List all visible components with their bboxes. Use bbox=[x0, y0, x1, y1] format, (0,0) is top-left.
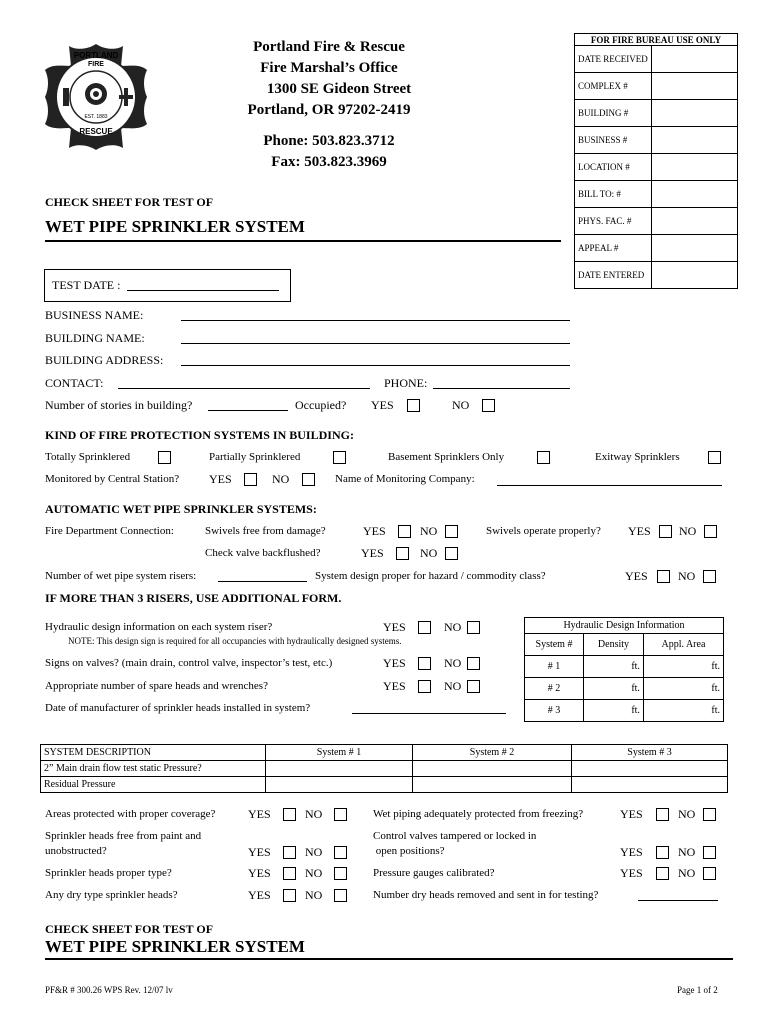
bureau-label: DATE RECEIVED bbox=[575, 46, 652, 73]
dry-type-yes-checkbox[interactable] bbox=[283, 889, 296, 902]
hyd-area[interactable]: ft. bbox=[643, 656, 723, 678]
basement-sprinklers-label: Basement Sprinklers Only bbox=[388, 451, 505, 463]
hyd-system: # 3 bbox=[525, 700, 584, 722]
risers-input[interactable] bbox=[218, 581, 307, 582]
spare-heads-yes-checkbox[interactable] bbox=[418, 680, 431, 693]
signs-valves-no-checkbox[interactable] bbox=[467, 657, 480, 670]
street-address: 1300 SE Gideon Street bbox=[266, 81, 412, 97]
no-label: NO bbox=[444, 656, 462, 670]
manufacture-date-label: Date of manufacturer of sprinkler heads installed in system? bbox=[45, 702, 311, 714]
hyd-system: # 2 bbox=[525, 678, 584, 700]
swivels-free-yes-checkbox[interactable] bbox=[398, 525, 411, 538]
totally-sprinklered-checkbox[interactable] bbox=[158, 451, 171, 464]
proper-type-label: Sprinkler heads proper type? bbox=[45, 867, 172, 879]
control-valves-label: Control valves tampered or locked in bbox=[373, 830, 537, 842]
sys-cell[interactable] bbox=[572, 761, 728, 777]
heads-free-yes-checkbox[interactable] bbox=[283, 846, 296, 859]
business-name-label: BUSINESS NAME: bbox=[45, 308, 144, 322]
stories-label: Number of stories in building? bbox=[45, 398, 193, 412]
yes-label: YES bbox=[209, 472, 232, 486]
check-sheet-title-bottom: CHECK SHEET FOR TEST OF bbox=[45, 922, 214, 936]
check-valve-yes-checkbox[interactable] bbox=[396, 547, 409, 560]
dry-removed-label: Number dry heads removed and sent in for testing? bbox=[373, 889, 599, 901]
yes-label: YES bbox=[361, 546, 384, 560]
yes-label: YES bbox=[371, 398, 394, 412]
system-description-table bbox=[40, 744, 728, 793]
signs-valves-yes-checkbox[interactable] bbox=[418, 657, 431, 670]
sys-header: System # 1 bbox=[266, 745, 413, 761]
spare-heads-label: Appropriate number of spare heads and wrenches? bbox=[45, 680, 268, 692]
yes-label: YES bbox=[620, 845, 643, 859]
no-label: NO bbox=[305, 866, 323, 880]
wet-piping-label: Wet piping adequately protected from freezing? bbox=[373, 808, 584, 820]
gauges-label: Pressure gauges calibrated? bbox=[373, 867, 495, 879]
no-label: NO bbox=[678, 845, 696, 859]
dry-removed-input[interactable] bbox=[638, 900, 718, 901]
risers-label: Number of wet pipe system risers: bbox=[45, 570, 197, 582]
bureau-value[interactable] bbox=[652, 262, 738, 289]
contact-label: CONTACT: bbox=[45, 376, 104, 390]
sys-row-label: 2” Main drain flow test static Pressure? bbox=[41, 761, 266, 777]
system-title-bottom: WET PIPE SPRINKLER SYSTEM bbox=[45, 937, 305, 956]
yes-label: YES bbox=[383, 679, 406, 693]
yes-label: YES bbox=[363, 524, 386, 538]
yes-label: YES bbox=[383, 620, 406, 634]
fdc-label: Fire Department Connection: bbox=[45, 525, 174, 537]
swivels-operate-no-checkbox[interactable] bbox=[704, 525, 717, 538]
office-name: Fire Marshal’s Office bbox=[260, 60, 398, 76]
no-label: NO bbox=[679, 524, 697, 538]
no-label: NO bbox=[452, 398, 470, 412]
control-valves-label-2: open positions? bbox=[373, 845, 445, 857]
hyd-header: Density bbox=[584, 634, 644, 656]
system-title: WET PIPE SPRINKLER SYSTEM bbox=[45, 217, 305, 236]
exitway-sprinklers-checkbox[interactable] bbox=[708, 451, 721, 464]
totally-sprinklered-label: Totally Sprinklered bbox=[45, 451, 131, 463]
spare-heads-no-checkbox[interactable] bbox=[467, 680, 480, 693]
occupied-no-checkbox[interactable] bbox=[482, 399, 495, 412]
partially-sprinklered-label: Partially Sprinklered bbox=[209, 451, 301, 463]
dry-type-no-checkbox[interactable] bbox=[334, 889, 347, 902]
design-proper-yes-checkbox[interactable] bbox=[657, 570, 670, 583]
gauges-yes-checkbox[interactable] bbox=[656, 867, 669, 880]
logo-top-text: PORTLAND bbox=[73, 51, 119, 60]
control-valves-yes-checkbox[interactable] bbox=[656, 846, 669, 859]
design-proper-label: System design proper for hazard / commodity class? bbox=[315, 570, 546, 582]
contact-input[interactable] bbox=[118, 388, 370, 389]
occupied-label: Occupied? bbox=[295, 398, 347, 412]
monitored-label: Monitored by Central Station? bbox=[45, 473, 180, 485]
building-address-input[interactable] bbox=[181, 365, 570, 366]
control-valves-no-checkbox[interactable] bbox=[703, 846, 716, 859]
bureau-label: BILL TO: # bbox=[575, 181, 652, 208]
swivels-operate-yes-checkbox[interactable] bbox=[659, 525, 672, 538]
yes-label: YES bbox=[628, 524, 651, 538]
sys-cell[interactable] bbox=[413, 761, 572, 777]
heads-free-label-2: unobstructed? bbox=[45, 845, 107, 857]
heads-free-label: Sprinkler heads free from paint and bbox=[45, 830, 202, 842]
hyd-area[interactable]: ft. bbox=[643, 700, 723, 722]
occupied-yes-checkbox[interactable] bbox=[407, 399, 420, 412]
hydraulic-title: Hydraulic Design Information bbox=[525, 618, 724, 634]
auto-heading: AUTOMATIC WET PIPE SPRINKLER SYSTEMS: bbox=[45, 502, 317, 516]
business-name-input[interactable] bbox=[181, 320, 570, 321]
bureau-value[interactable] bbox=[652, 127, 738, 154]
hyd-density[interactable]: ft. bbox=[584, 656, 644, 678]
hydraulic-table bbox=[524, 617, 724, 722]
sys-cell[interactable] bbox=[266, 761, 413, 777]
swivels-free-label: Swivels free from damage? bbox=[205, 525, 326, 537]
hyd-info-yes-checkbox[interactable] bbox=[418, 621, 431, 634]
bottom-rule bbox=[45, 958, 733, 960]
no-label: NO bbox=[678, 866, 696, 880]
monitor-company-input[interactable] bbox=[497, 485, 722, 486]
areas-yes-checkbox[interactable] bbox=[283, 808, 296, 821]
design-proper-no-checkbox[interactable] bbox=[703, 570, 716, 583]
building-name-input[interactable] bbox=[181, 343, 570, 344]
basement-sprinklers-checkbox[interactable] bbox=[537, 451, 550, 464]
yes-label: YES bbox=[248, 866, 271, 880]
no-label: NO bbox=[305, 888, 323, 902]
hyd-info-no-checkbox[interactable] bbox=[467, 621, 480, 634]
yes-label: YES bbox=[248, 807, 271, 821]
kind-heading: KIND OF FIRE PROTECTION SYSTEMS IN BUILDING: bbox=[45, 428, 354, 442]
building-address-label: BUILDING ADDRESS: bbox=[45, 353, 164, 367]
phone-label: PHONE: bbox=[384, 376, 428, 390]
bureau-value[interactable] bbox=[652, 208, 738, 235]
no-label: NO bbox=[420, 546, 438, 560]
form-number: PF&R # 300.26 WPS Rev. 12/07 lv bbox=[45, 985, 173, 995]
stories-input[interactable] bbox=[208, 410, 288, 411]
hyd-system: # 1 bbox=[525, 656, 584, 678]
hyd-header: Appl. Area bbox=[643, 634, 723, 656]
sys-header: System # 2 bbox=[413, 745, 572, 761]
bureau-label: BUSINESS # bbox=[575, 127, 652, 154]
bureau-label: COMPLEX # bbox=[575, 73, 652, 100]
no-label: NO bbox=[444, 620, 462, 634]
title-rule bbox=[45, 240, 561, 242]
heads-free-no-checkbox[interactable] bbox=[334, 846, 347, 859]
swivels-operate-label: Swivels operate properly? bbox=[486, 525, 601, 537]
yes-label: YES bbox=[383, 656, 406, 670]
more-risers-note: IF MORE THAN 3 RISERS, USE ADDITIONAL FORM. bbox=[45, 591, 342, 605]
areas-no-checkbox[interactable] bbox=[334, 808, 347, 821]
org-name: Portland Fire & Rescue bbox=[253, 39, 405, 55]
wet-piping-yes-checkbox[interactable] bbox=[656, 808, 669, 821]
yes-label: YES bbox=[620, 866, 643, 880]
check-sheet-title: CHECK SHEET FOR TEST OF bbox=[45, 195, 214, 209]
sys-header: SYSTEM DESCRIPTION bbox=[41, 745, 266, 761]
sys-cell[interactable] bbox=[413, 777, 572, 793]
swivels-free-no-checkbox[interactable] bbox=[445, 525, 458, 538]
bureau-label: BUILDING # bbox=[575, 100, 652, 127]
page-number: Page 1 of 2 bbox=[677, 985, 718, 995]
bureau-label: PHYS. FAC. # bbox=[575, 208, 652, 235]
sys-row-label: Residual Pressure bbox=[41, 777, 266, 793]
bureau-value[interactable] bbox=[652, 73, 738, 100]
logo-est-text: EST. 1883 bbox=[84, 114, 108, 120]
fire-rescue-logo bbox=[35, 36, 157, 158]
hyd-info-label: Hydraulic design information on each system riser? bbox=[45, 621, 273, 633]
partially-sprinklered-checkbox[interactable] bbox=[333, 451, 346, 464]
building-name-label: BUILDING NAME: bbox=[45, 331, 145, 345]
test-date-input[interactable] bbox=[127, 290, 279, 291]
city-address: Portland, OR 97202-2419 bbox=[247, 102, 411, 118]
bureau-label: DATE ENTERED bbox=[575, 262, 652, 289]
gauges-no-checkbox[interactable] bbox=[703, 867, 716, 880]
hyd-area[interactable]: ft. bbox=[643, 678, 723, 700]
areas-coverage-label: Areas protected with proper coverage? bbox=[45, 808, 216, 820]
proper-type-yes-checkbox[interactable] bbox=[283, 867, 296, 880]
wet-piping-no-checkbox[interactable] bbox=[703, 808, 716, 821]
hyd-density[interactable]: ft. bbox=[584, 678, 644, 700]
no-label: NO bbox=[444, 679, 462, 693]
no-label: NO bbox=[272, 472, 290, 486]
dry-type-label: Any dry type sprinkler heads? bbox=[45, 889, 178, 901]
bureau-label: LOCATION # bbox=[575, 154, 652, 181]
bureau-label: APPEAL # bbox=[575, 235, 652, 262]
design-sign-note: NOTE: This design sign is required for all occupancies with hydraulically designed systems. bbox=[68, 636, 402, 646]
phone-number: Phone: 503.823.3712 bbox=[263, 133, 395, 149]
logo-mid-text: FIRE bbox=[88, 61, 104, 68]
no-label: NO bbox=[678, 807, 696, 821]
signs-valves-label: Signs on valves? (main drain, control valve, inspector’s test, etc.) bbox=[45, 657, 333, 669]
bureau-value[interactable] bbox=[652, 154, 738, 181]
no-label: NO bbox=[678, 569, 696, 583]
yes-label: YES bbox=[620, 807, 643, 821]
hyd-header: System # bbox=[525, 634, 584, 656]
sys-cell[interactable] bbox=[572, 777, 728, 793]
fire-bureau-title: FOR FIRE BUREAU USE ONLY bbox=[575, 34, 738, 46]
check-valve-no-checkbox[interactable] bbox=[445, 547, 458, 560]
bureau-value[interactable] bbox=[652, 100, 738, 127]
hyd-density[interactable]: ft. bbox=[584, 700, 644, 722]
check-valve-label: Check valve backflushed? bbox=[205, 547, 321, 559]
sys-cell[interactable] bbox=[266, 777, 413, 793]
monitor-company-label: Name of Monitoring Company: bbox=[335, 473, 475, 485]
exitway-sprinklers-label: Exitway Sprinklers bbox=[595, 451, 680, 463]
no-label: NO bbox=[305, 807, 323, 821]
phone-input[interactable] bbox=[433, 388, 570, 389]
yes-label: YES bbox=[625, 569, 648, 583]
monitored-no-checkbox[interactable] bbox=[302, 473, 315, 486]
bureau-value[interactable] bbox=[652, 46, 738, 73]
test-date-label: TEST DATE : bbox=[52, 278, 121, 292]
fire-bureau-table bbox=[574, 33, 738, 289]
monitored-yes-checkbox[interactable] bbox=[244, 473, 257, 486]
sys-header: System # 3 bbox=[572, 745, 728, 761]
no-label: NO bbox=[420, 524, 438, 538]
fax-number: Fax: 503.823.3969 bbox=[271, 154, 387, 170]
bureau-value[interactable] bbox=[652, 181, 738, 208]
bureau-value[interactable] bbox=[652, 235, 738, 262]
proper-type-no-checkbox[interactable] bbox=[334, 867, 347, 880]
yes-label: YES bbox=[248, 888, 271, 902]
no-label: NO bbox=[305, 845, 323, 859]
yes-label: YES bbox=[248, 845, 271, 859]
logo-bottom-text: RESCUE bbox=[79, 127, 113, 136]
manufacture-date-input[interactable] bbox=[352, 713, 506, 714]
